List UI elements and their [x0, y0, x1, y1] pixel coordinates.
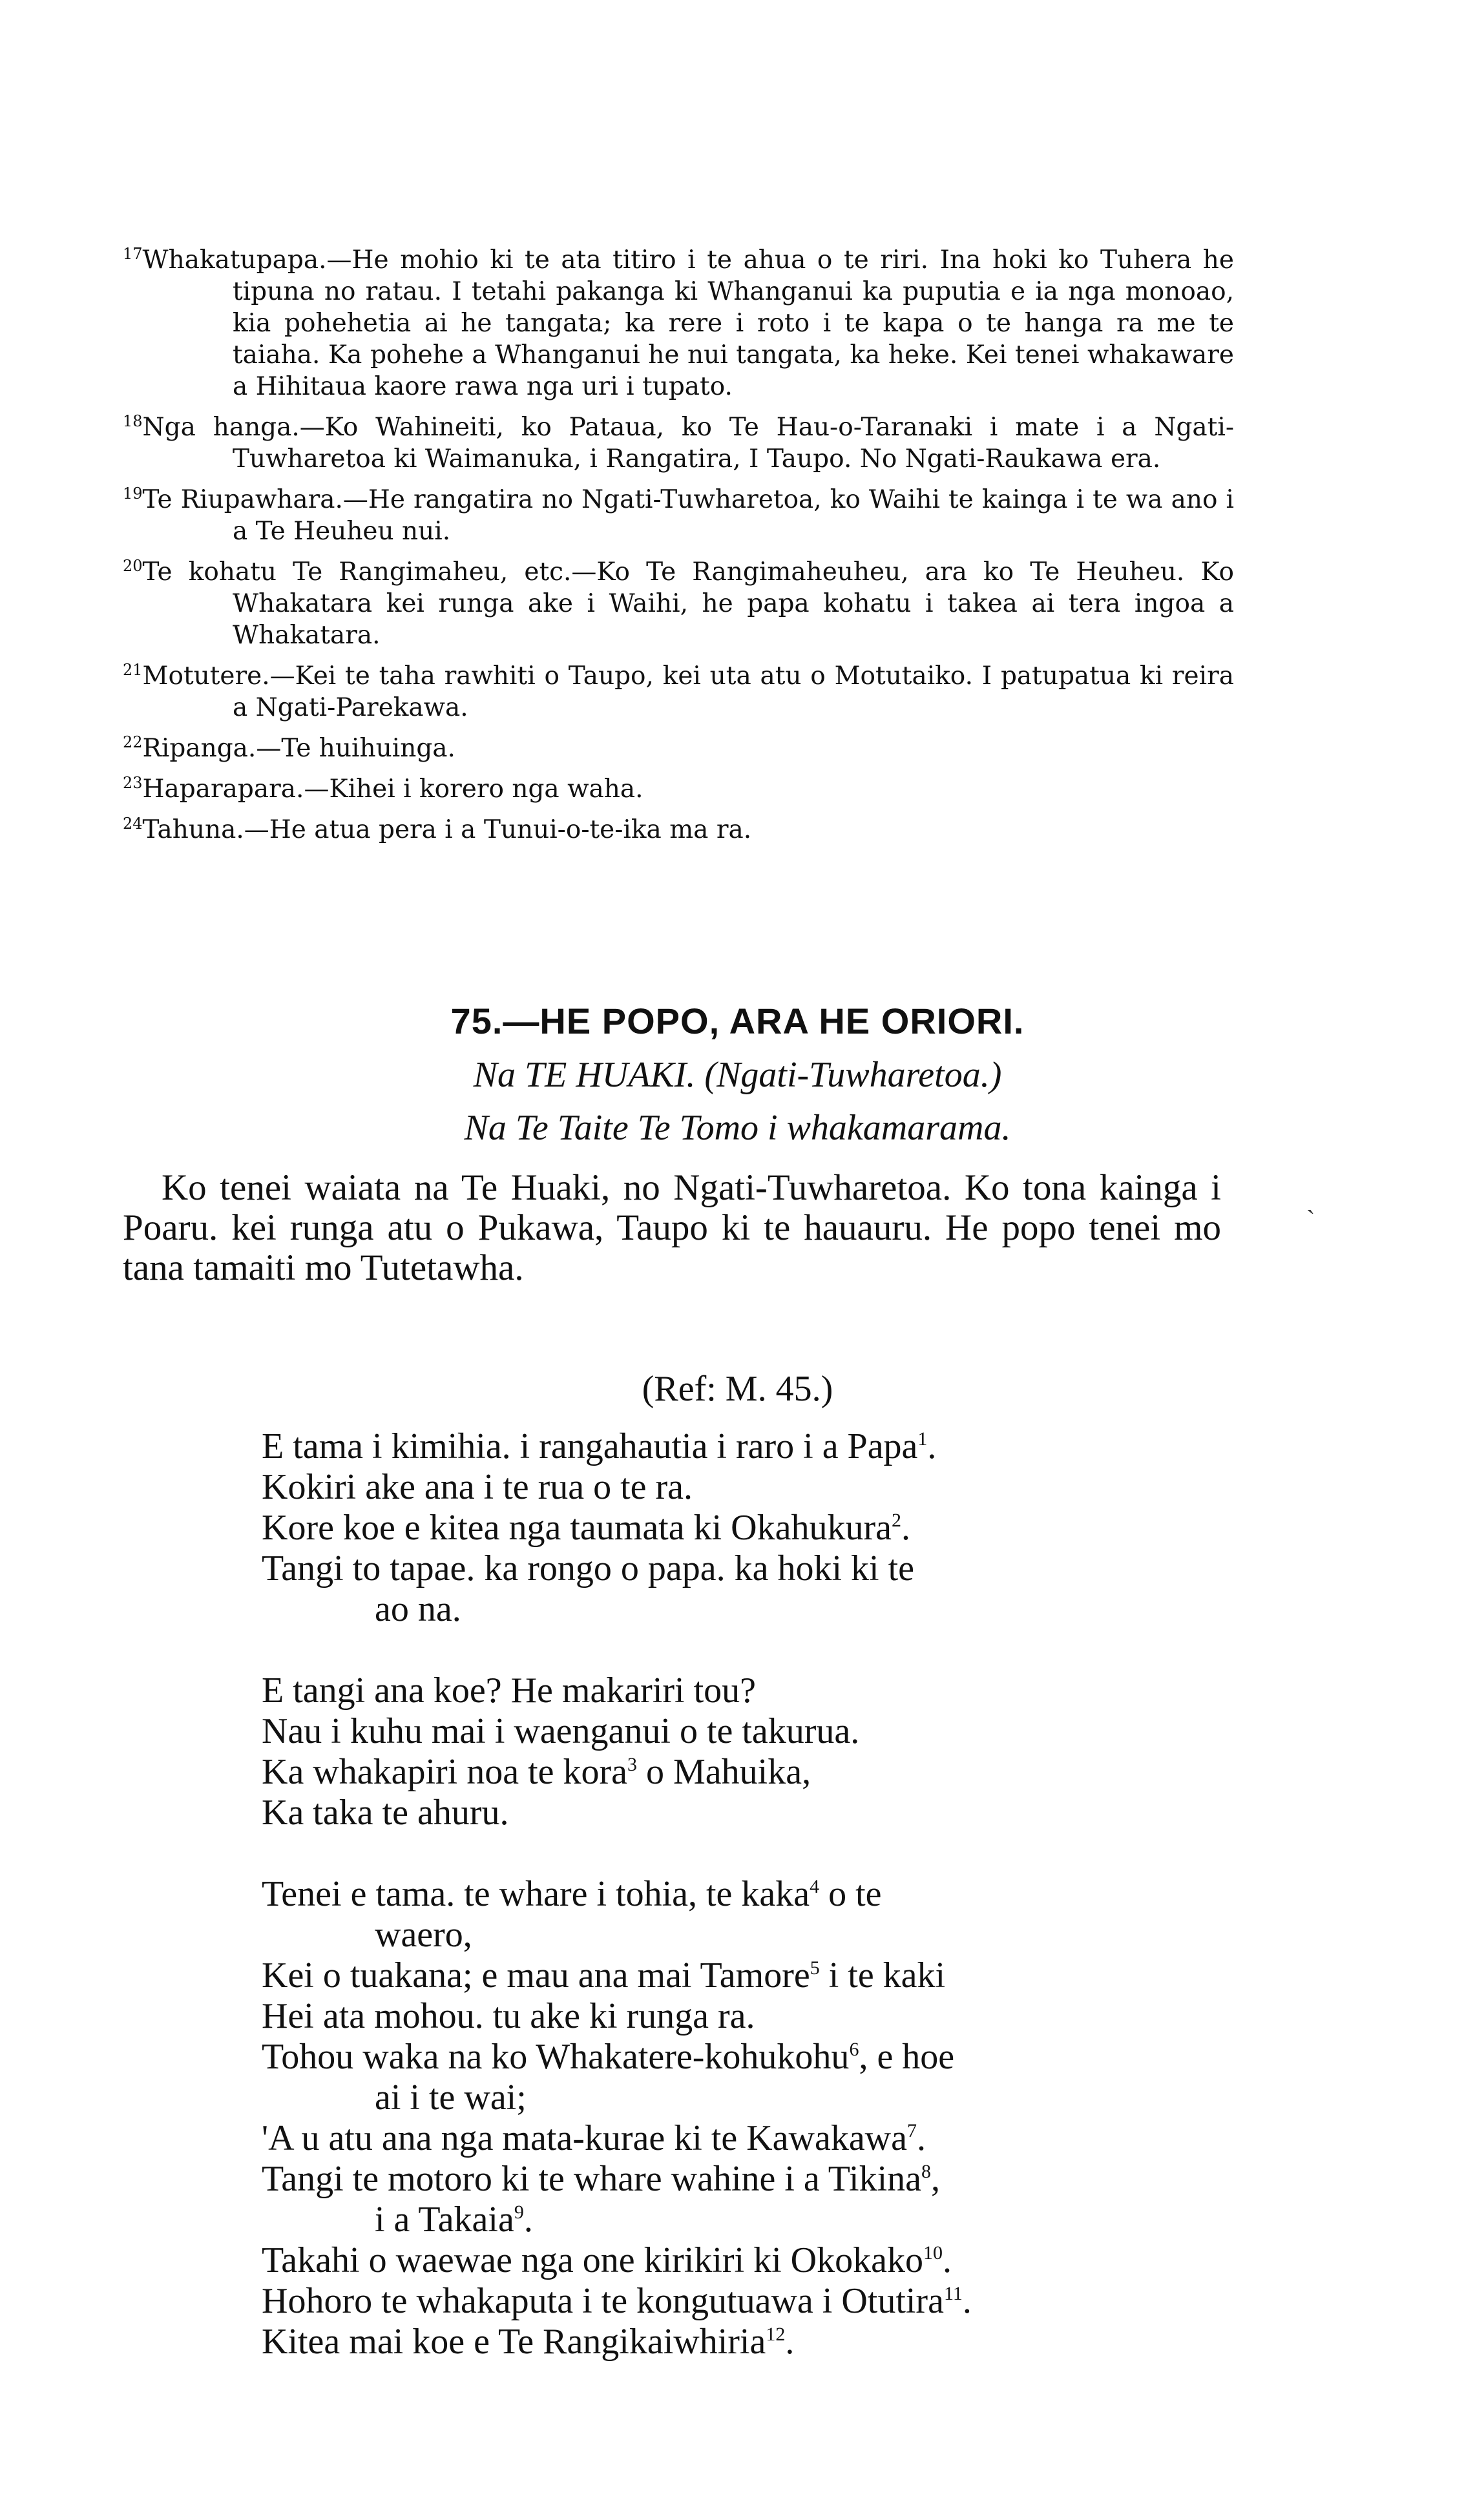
note-ref: 3 [627, 1754, 637, 1775]
footnote-20 [123, 556, 1234, 651]
line-text: Takahi o waewae nga one kirikiri ki Okokako [262, 2240, 923, 2280]
poem-line: Nau i kuhu mai i waenganui o te takurua. [262, 1711, 860, 1751]
footnote-24 [123, 814, 1234, 846]
line-text: Ka whakapiri noa te kora [262, 1752, 627, 1792]
poem-line: ao na. [375, 1589, 461, 1629]
line-text: Kitea mai koe e Te Rangikaiwhiria [262, 2322, 766, 2362]
line-text: . [962, 2281, 972, 2321]
note-ref: 12 [766, 2324, 786, 2345]
note-ref: 11 [943, 2283, 963, 2304]
stanza-3 [262, 1874, 1231, 2362]
dash: — [269, 661, 295, 691]
footnote-number: 22 [123, 733, 143, 751]
poem-line: Hei ata mohou. tu ake ki runga ra. [262, 1996, 755, 2036]
line-text: o Mahuika, [637, 1752, 811, 1792]
footnote-number: 18 [123, 412, 143, 430]
footnote-term: Te Riupawhara. [142, 485, 343, 514]
line-text: . [927, 1426, 937, 1466]
footnote-text: Te huihuinga. [281, 734, 455, 763]
footnote-term: Te kohatu Te Rangimaheu, etc. [142, 557, 572, 587]
footnote-number: 24 [123, 815, 143, 833]
line-text: Tohou waka na ko Whakatere-kohukohu [262, 2037, 850, 2077]
line-text: Hohoro te whakaputa i te kongutuawa i Otutira [262, 2281, 944, 2321]
intro-text: Ko tenei waiata na Te Huaki, no Ngati-Tuwharetoa. Ko tona kainga i Poaru. kei runga atu o Pukawa, Taupo ki te hauauru. He popo tenei mo tana tamaiti mo Tutetawha. [123, 1167, 1221, 1288]
footnote-number: 21 [123, 661, 143, 679]
note-ref: 5 [810, 1957, 820, 1979]
footnote-term: Tahuna. [142, 815, 244, 844]
line-text: . [942, 2240, 952, 2280]
line-text: 'A u atu ana nga mata-kurae ki te Kawakawa [262, 2118, 907, 2158]
line-text: Tangi te motoro ki te whare wahine i a Tikina [262, 2159, 921, 2199]
poem-line [262, 2037, 1231, 2077]
footnote-number: 23 [123, 774, 143, 792]
note-ref: 4 [810, 1876, 820, 1897]
footnote-17 [123, 244, 1234, 402]
dash: — [304, 775, 330, 804]
poem [262, 1426, 1231, 2403]
dash: — [256, 734, 282, 763]
poem-line: Kokiri ake ana i te rua o te ra. [262, 1467, 693, 1507]
footnotes-section [123, 244, 1234, 855]
note-ref: 6 [849, 2039, 859, 2060]
note-ref: 7 [906, 2120, 917, 2141]
footnote-term: Motutere. [142, 661, 270, 691]
reference: (Ref: M. 45.) [642, 1369, 833, 1409]
footnote-text: He atua pera i a Tunui-o-te-ika ma ra. [269, 815, 752, 844]
poem-line [262, 1955, 1231, 1996]
poem-line [262, 1426, 1231, 1467]
footnote-text: Ko Te Rangimaheuheu, ara ko Te Heuheu. Ko Whakatara kei runga ake i Waihi, he papa kohatu i takea ai tera ingoa a Whakatara. [233, 557, 1234, 650]
note-ref: 1 [917, 1428, 928, 1450]
poem-line: Ka taka te ahuru. [262, 1793, 509, 1833]
dash: — [326, 245, 352, 275]
note-ref: 9 [514, 2202, 524, 2223]
poem-line [262, 1508, 1231, 1548]
dash: — [244, 815, 269, 844]
intro-paragraph [123, 1168, 1221, 1288]
line-text: . [523, 2200, 533, 2240]
dash: — [571, 557, 597, 587]
stanza-1 [262, 1426, 1231, 1630]
poem-line [262, 2240, 1231, 2281]
footnote-term: Nga hanga. [142, 413, 300, 442]
section-title: 75.—HE POPO, ARA HE ORIORI. [450, 1001, 1025, 1041]
poem-line [262, 1752, 1231, 1793]
note-ref: 10 [923, 2242, 943, 2264]
footnote-text: Kei te taha rawhiti o Taupo, kei uta atu o Motutaiko. I patupatua ki reira a Ngati-Parekawa. [233, 661, 1234, 722]
footnote-term: Haparapara. [142, 775, 304, 804]
footnote-23 [123, 773, 1234, 805]
poem-line: waero, [375, 1915, 472, 1955]
margin-mark: ` [1306, 1205, 1315, 1234]
line-text: Tenei e tama. te whare i tohia, te kaka [262, 1874, 810, 1914]
line-text: Kei o tuakana; e mau ana mai Tamore [262, 1955, 810, 1995]
footnote-term: Whakatupapa. [142, 245, 327, 275]
footnote-22 [123, 733, 1234, 764]
section-author: Na TE HUAKI. (Ngati-Tuwharetoa.) [473, 1055, 1002, 1095]
footnote-21 [123, 660, 1234, 724]
poem-line: Tangi to tapae. ka rongo o papa. ka hoki ki te [262, 1548, 914, 1588]
footnote-number: 19 [123, 484, 143, 503]
line-text: i te kaki [819, 1955, 946, 1995]
poem-line [262, 2200, 1231, 2240]
note-ref: 2 [891, 1510, 901, 1531]
footnote-text: Kihei i korero nga waha. [329, 775, 643, 804]
poem-line: E tangi ana koe? He makariri tou? [262, 1671, 756, 1711]
line-text: . [916, 2118, 926, 2158]
footnote-number: 17 [123, 245, 143, 263]
dash: — [299, 413, 325, 442]
footnote-number: 20 [123, 557, 143, 575]
footnote-text: He mohio ki te ata titiro i te ahua o te riri. Ina hoki ko Tuhera he tipuna no ratau. I tetahi pakanga ki Whanganui ka puputia e ia nga monoao, kia pohehetia ai he tangata; ka rere i roto i te kapa o te hanga ra me te taiaha. Ka pohehe a Whanganui he nui tangata, ka heke. Kei tenei whakaware a Hihitaua kaore rawa nga uri i tupato. [233, 245, 1234, 401]
poem-line [262, 2118, 1231, 2159]
footnote-term: Ripanga. [142, 734, 256, 763]
poem-line [262, 2322, 1231, 2362]
poem-line [262, 2281, 1231, 2322]
footnote-text: Ko Wahineiti, ko Pataua, ko Te Hau-o-Taranaki i mate i a Ngati-Tuwharetoa ki Waimanuka, i Rangatira, I Taupo. No Ngati-Raukawa era. [233, 413, 1234, 474]
footnote-text: He rangatira no Ngati-Tuwharetoa, ko Waihi te kainga i te wa ano i a Te Heuheu nui. [233, 485, 1234, 546]
poem-line: ai i te wai; [375, 2077, 527, 2118]
footnote-18 [123, 411, 1234, 475]
line-text: , [931, 2159, 940, 2199]
line-text: . [785, 2322, 795, 2362]
note-ref: 8 [921, 2161, 931, 2182]
line-text: E tama i kimihia. i rangahautia i raro i a Papa [262, 1426, 918, 1466]
poem-line [262, 2159, 1231, 2200]
line-text: o te [819, 1874, 882, 1914]
line-text: , e hoe [859, 2037, 955, 2077]
stanza-2 [262, 1671, 1231, 1833]
footnote-19 [123, 484, 1234, 547]
line-text: i a Takaia [375, 2200, 514, 2240]
section-explainer: Na Te Taite Te Tomo i whakamarama. [464, 1108, 1011, 1148]
poem-line [262, 1874, 1231, 1915]
line-text: . [901, 1508, 910, 1548]
dash: — [342, 485, 368, 514]
line-text: Kore koe e kitea nga taumata ki Okahukura [262, 1508, 892, 1548]
